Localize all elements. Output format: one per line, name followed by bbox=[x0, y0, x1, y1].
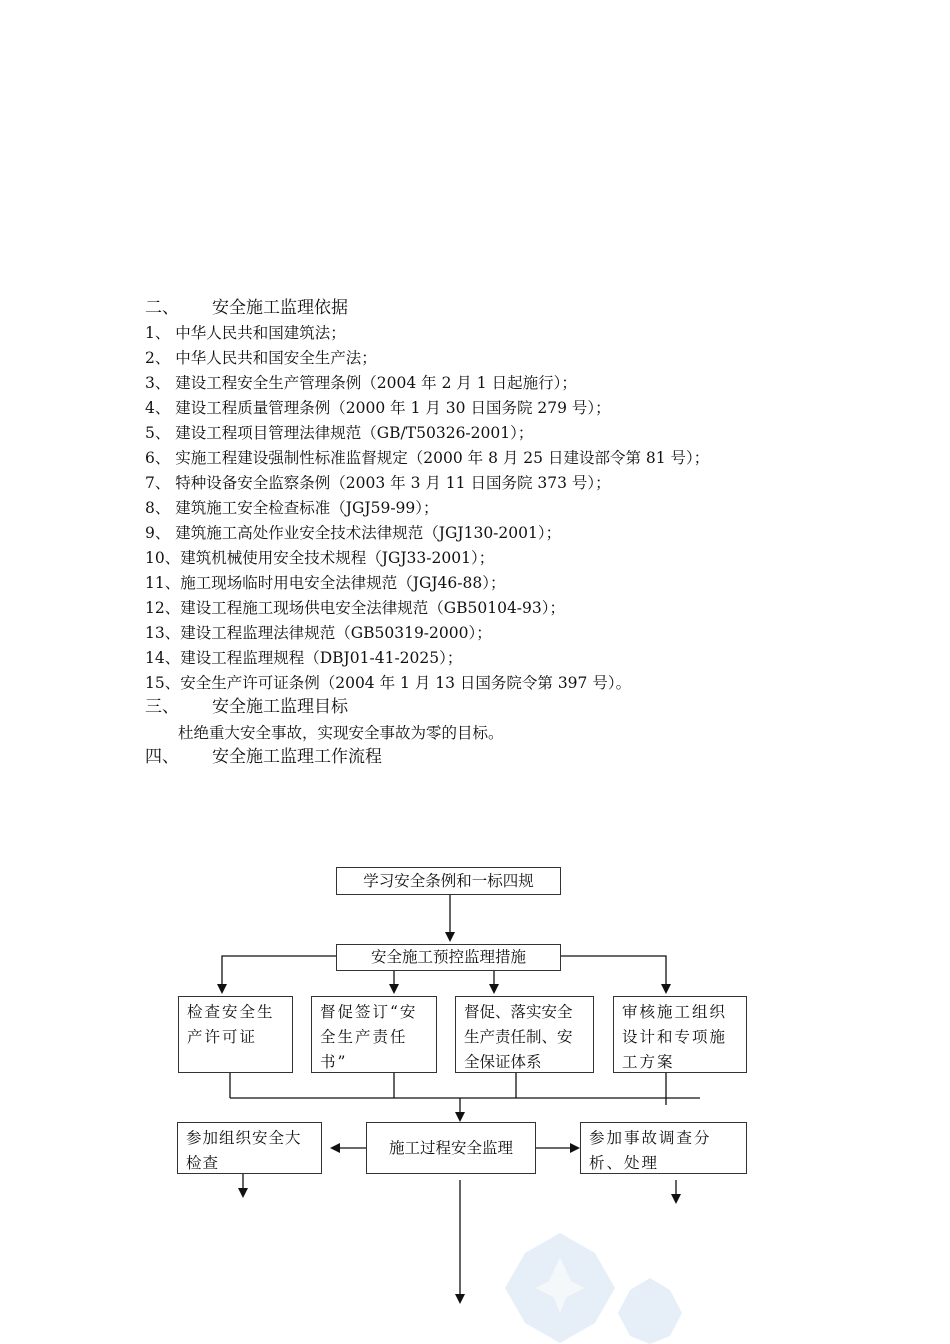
list-item: 7、 特种设备安全监察条例（2003 年 3 月 11 日国务院 373 号）； bbox=[145, 474, 611, 492]
section-number: 三、 bbox=[145, 697, 179, 717]
list-item: 2、 中华人民共和国安全生产法； bbox=[145, 349, 377, 367]
list-item: 15、安全生产许可证条例（2004 年 1 月 13 日国务院令第 397 号）。 bbox=[145, 674, 632, 692]
section-title: 安全施工监理工作流程 bbox=[212, 747, 382, 767]
list-item: 9、 建筑施工高处作业安全技术法律规范（JGJ130-2001）； bbox=[145, 524, 562, 542]
flow-box-inspection: 参加组织安全大检查 bbox=[177, 1122, 322, 1174]
flow-box-study: 学习安全条例和一标四规 bbox=[336, 867, 561, 895]
flow-box-permit: 检查安全生产许可证 bbox=[178, 996, 293, 1073]
list-item: 13、建设工程监理法律规范（GB50319-2000）； bbox=[145, 624, 492, 642]
list-item: 1、 中华人民共和国建筑法； bbox=[145, 324, 346, 342]
arrow-to-b1 bbox=[222, 956, 336, 992]
flow-box-process: 施工过程安全监理 bbox=[366, 1122, 536, 1174]
flow-box-review: 审核施工组织设计和专项施工方案 bbox=[613, 996, 747, 1073]
list-item: 12、建设工程施工现场供电安全法律规范（GB50104-93）； bbox=[145, 599, 566, 617]
list-item: 3、 建设工程安全生产管理条例（2004 年 2 月 1 日起施行）； bbox=[145, 374, 577, 392]
flow-box-accident: 参加事故调查分析、处理 bbox=[580, 1122, 747, 1174]
section-title: 安全施工监理目标 bbox=[212, 697, 348, 717]
list-item: 11、施工现场临时用电安全法律规范（JGJ46-88）； bbox=[145, 574, 506, 592]
goal-text: 杜绝重大安全事故，实现安全事故为零的目标。 bbox=[178, 724, 504, 742]
list-item: 5、 建设工程项目管理法律规范（GB/T50326-2001）； bbox=[145, 424, 534, 442]
list-item: 14、建设工程监理规程（DBJ01-41-2025）； bbox=[145, 649, 463, 667]
list-item: 6、 实施工程建设强制性标准监督规定（2000 年 8 月 25 日建设部令第 81 号）； bbox=[145, 449, 710, 467]
list-item: 8、 建筑施工安全检查标准（JGJ59-99）； bbox=[145, 499, 439, 517]
section-number: 四、 bbox=[145, 747, 179, 767]
flow-box-responsibility: 督促签订“安全生产责任书” bbox=[311, 996, 437, 1073]
arrow-to-b4 bbox=[560, 956, 666, 992]
list-item: 10、建筑机械使用安全技术规程（JGJ33-2001）； bbox=[145, 549, 495, 567]
section-title: 安全施工监理依据 bbox=[212, 298, 348, 318]
flow-box-measures: 安全施工预控监理措施 bbox=[336, 944, 561, 971]
section-number: 二、 bbox=[145, 298, 179, 318]
flow-box-system: 督促、落实安全生产责任制、安全保证体系 bbox=[455, 996, 594, 1073]
list-item: 4、 建设工程质量管理条例（2000 年 1 月 30 日国务院 279 号）； bbox=[145, 399, 611, 417]
